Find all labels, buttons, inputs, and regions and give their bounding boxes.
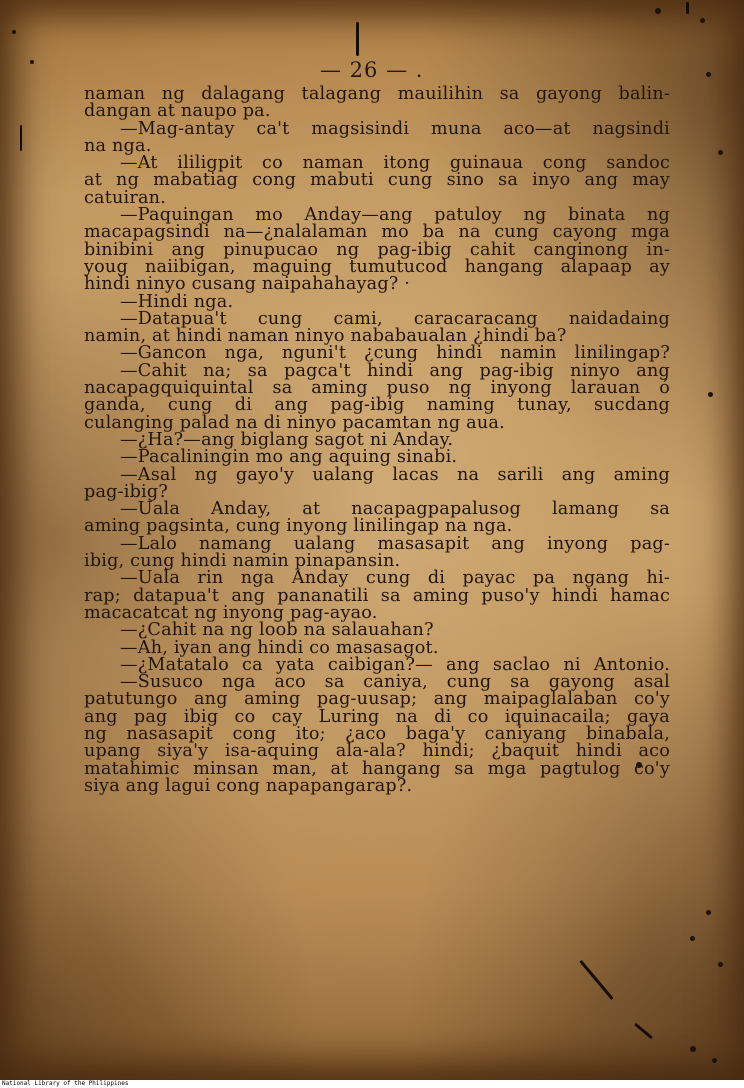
pen-mark xyxy=(356,22,359,56)
text-line: ganda, cung di ang pag-ibig naming tunay, sucdang xyxy=(84,395,670,416)
text-line: —Ah, iyan ang hindi co masasagot. xyxy=(120,637,439,658)
ink-speck xyxy=(708,392,713,397)
ink-speck xyxy=(690,1046,696,1052)
text-line: dangan at naupo pa. xyxy=(84,101,271,122)
ink-speck xyxy=(655,8,661,14)
text-line: —Hindi nga. xyxy=(120,291,234,312)
ink-speck xyxy=(712,1058,717,1063)
text-line: —Pacaliningin mo ang aquing sinabi. xyxy=(120,447,458,468)
text-line: binibini ang pinupucao ng pag-ibig cahit canginong in- xyxy=(84,239,670,260)
ink-speck xyxy=(700,18,705,23)
text-line: —Lalo namang ualang masasapit ang inyong pag- xyxy=(120,533,670,554)
text-line: —¿Ha?—ang biglang sagot ni Anday. xyxy=(120,429,454,450)
text-line: ang pag ibig co cay Luring na di co iquinacaila; gaya xyxy=(84,706,670,727)
text-line: patutungo ang aming pag-uusap; ang maipaglalaban co'y xyxy=(84,689,670,710)
text-line: upang siya'y isa-aquing ala-ala? hindi; ¿baquit hindi aco xyxy=(84,741,670,762)
ink-speck xyxy=(718,150,723,155)
text-line: —Uala Anday, at nacapagpapalusog lamang sa xyxy=(120,499,670,520)
ink-speck xyxy=(690,936,695,941)
scan-credit: National Library of the Philippines xyxy=(2,1080,129,1087)
text-line: matahimic minsan man, at hangang sa mga pagtulog co'y xyxy=(84,758,670,779)
pen-mark xyxy=(686,2,689,14)
pen-mark xyxy=(579,960,613,1000)
ink-speck xyxy=(12,30,16,34)
text-line: ibig, cung hindi namin pinapansin. xyxy=(84,551,401,572)
text-line: namin, at hindi naman ninyo nababaualan ¿hindi ba? xyxy=(84,326,567,347)
text-line: —Cahit na; sa pagca't hindi ang pag-ibig ninyo ang xyxy=(120,360,670,381)
page-number: — 26 — . xyxy=(320,58,424,82)
text-line: —Uala rin nga Anday cung di payac pa ngang hi- xyxy=(120,568,670,589)
text-line: naman ng dalagang talagang mauilihin sa gayong balin- xyxy=(84,84,670,104)
ink-speck xyxy=(706,910,711,915)
text-line: na nga. xyxy=(84,135,152,156)
text-line: macacatcat ng inyong pag-ayao. xyxy=(84,602,378,623)
text-line: youg naiibigan, maguing tumutucod hangang alapaap ay xyxy=(84,256,670,277)
text-line: —Paquingan mo Anday—ang patuloy ng binata ng xyxy=(120,205,670,226)
pen-mark xyxy=(20,125,22,151)
text-line: siya ang lagui cong napapangarap?. xyxy=(84,775,413,796)
text-line: pag-ibig? xyxy=(84,481,168,502)
text-line: —¿Matatalo ca yata caibigan?— ang saclao ni Antonio. xyxy=(120,654,670,675)
text-line: —Datapua't cung cami, caracaracang naidadaing xyxy=(120,308,670,329)
pen-mark xyxy=(634,1023,653,1039)
text-line: —Susuco nga aco sa caniya, cung sa gayong asal xyxy=(120,672,670,693)
text-line: rap; datapua't ang pananatili sa aming puso'y hindi hamac xyxy=(84,585,670,606)
text-line: macapagsindi na—¿nalalaman mo ba na cung cayong mga xyxy=(84,222,670,243)
text-line: nacapagquiquintal sa aming puso ng inyong larauan ó xyxy=(84,378,670,399)
text-line: catuiran. xyxy=(84,187,166,208)
text-line: —Mag-antay ca't magsisindi muna aco—at nagsindi xyxy=(120,118,670,139)
text-line: —¿Cahit na ng loob na salauahan? xyxy=(120,620,434,641)
text-line: at ng mabatiag cong mabuti cung sino sa inyo ang may xyxy=(84,170,670,191)
ink-speck xyxy=(706,72,711,77)
text-line: —Asal ng gayo'y ualang lacas na sarili ang aming xyxy=(120,464,670,485)
text-line: —Gancon nga, nguni't ¿cung hindi namin linilingap? xyxy=(120,343,670,364)
text-line: aming pagsinta, cung inyong linilingap na nga. xyxy=(84,516,513,537)
ink-speck xyxy=(718,962,723,967)
text-line: —At ililigpit co naman itong guinaua cong sandoc xyxy=(120,153,670,174)
text-line: ng nasasapit cong ito; ¿aco baga'y caniyang binabala, xyxy=(84,723,670,744)
text-line: culanging palad na di ninyo pacamtan ng aua. xyxy=(84,412,505,433)
body-text xyxy=(84,86,670,795)
text-line: hindi ninyo cusang naipahahayag? · xyxy=(84,274,411,295)
ink-speck xyxy=(30,60,34,64)
